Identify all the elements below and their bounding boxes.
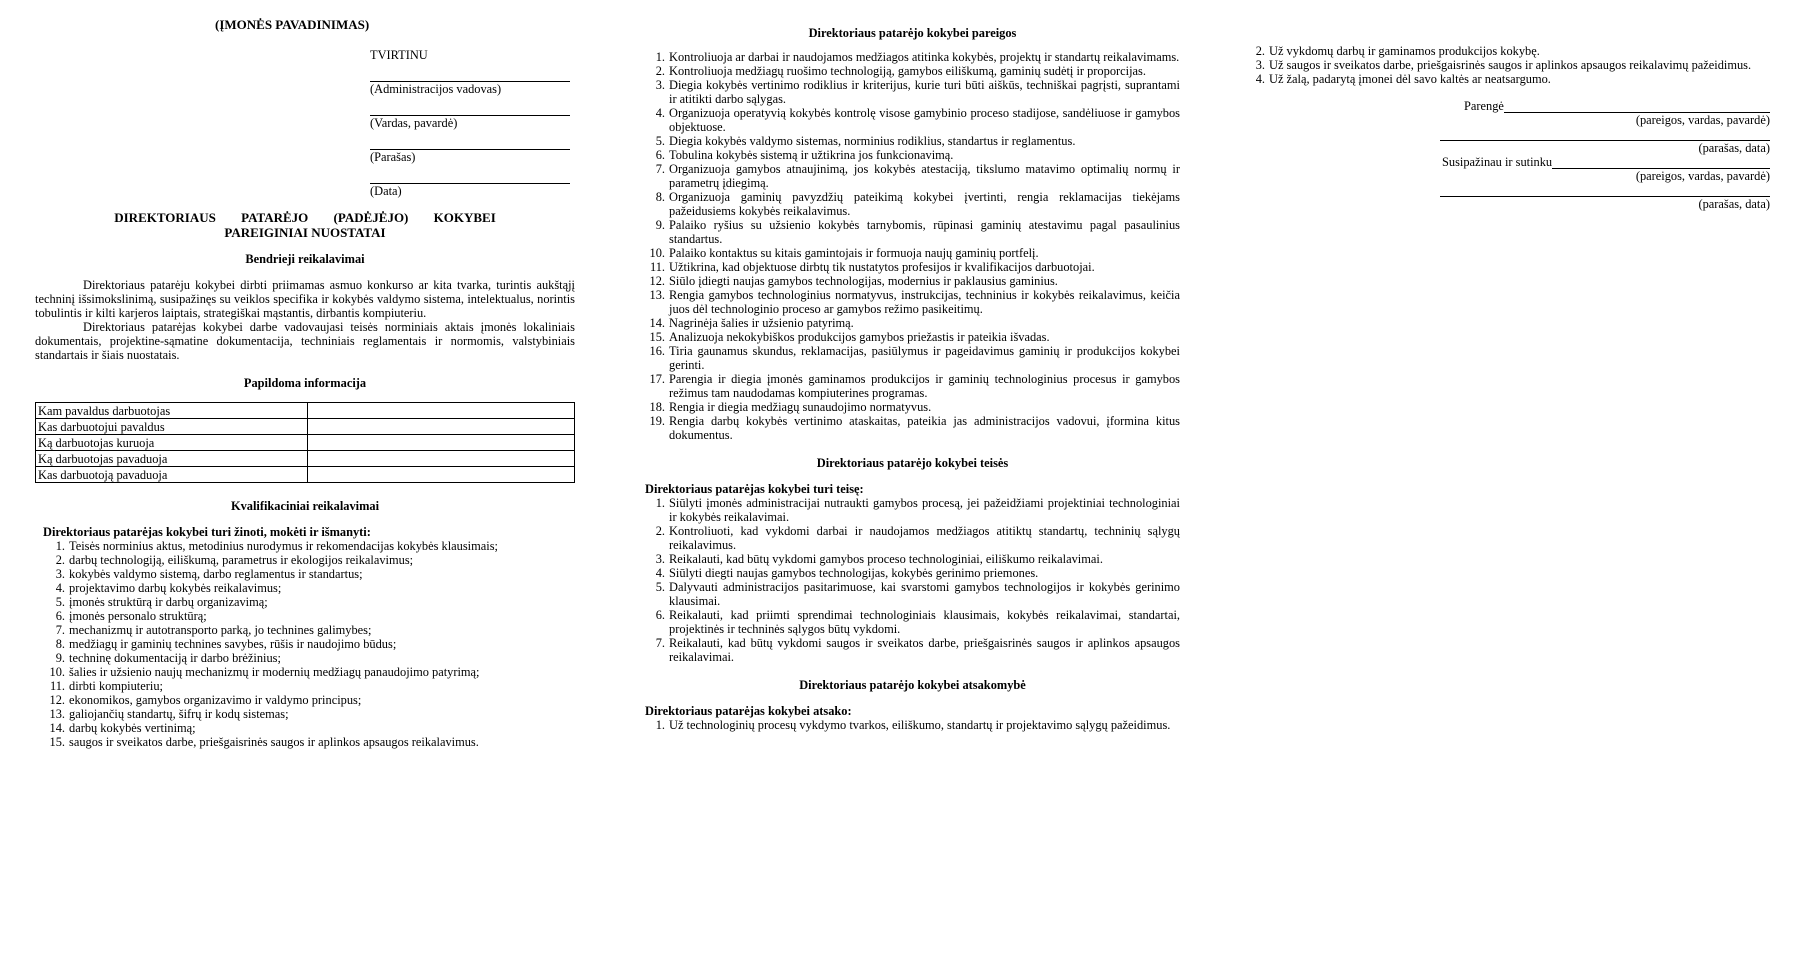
list-item-text: Palaiko ryšius su užsienio kokybės tarnybomis, rūpinasi gaminių atestavimu pagal pasaulinius standartus. bbox=[669, 218, 1180, 246]
list-item-text: saugos ir sveikatos darbe, priešgaisrinės saugos ir aplinkos apsaugos reikalavimus. bbox=[69, 735, 479, 749]
list-item-text: Organizuoja gamybos atnaujinimą, jos kokybės atestaciją, tikslumo matavimo optimalių normų ir parametrų įdiegimą. bbox=[669, 162, 1180, 190]
prepared-position-caption: (pareigos, vardas, pavardė) bbox=[1635, 113, 1770, 127]
acknowledged-position-caption: (pareigos, vardas, pavardė) bbox=[1635, 169, 1770, 183]
company-name: (ĮMONĖS PAVADINIMAS) bbox=[215, 17, 370, 32]
list-item-text: Siūlyti diegti naujas gamybos technologijas, kokybės gerinimo priemones. bbox=[669, 566, 1039, 580]
duties-list bbox=[645, 50, 1180, 442]
prepared-signature-line bbox=[1440, 127, 1770, 141]
admin-head-line bbox=[370, 67, 570, 82]
list-item bbox=[1245, 44, 1780, 58]
list-item-text: Diegia kokybės vertinimo rodiklius ir kriterijus, kurie turi būti aiškūs, techniškai pagrįsti, suprantami ir atitikti darbo sąlygas. bbox=[669, 78, 1180, 106]
list-item-text: Teisės norminius aktus, metodinius nurodymus ir rekomendacijas kokybės klausimais; bbox=[69, 539, 498, 553]
list-item-text: Palaiko kontaktus su kitais gamintojais ir formuoja naujų gaminių portfelį. bbox=[669, 246, 1039, 260]
list-item bbox=[45, 651, 540, 665]
name-caption: (Vardas, pavardė) bbox=[370, 116, 458, 130]
list-item bbox=[645, 50, 1180, 64]
document-title bbox=[35, 210, 575, 240]
qualification-subheading: Direktoriaus patarėjas kokybei turi žinoti, mokėti ir išmanyti: bbox=[43, 525, 371, 539]
table-cell-value bbox=[308, 451, 575, 467]
list-item-number: 1. bbox=[655, 718, 665, 732]
list-item-number: 2. bbox=[1255, 44, 1265, 58]
table-cell-label: Kam pavaldus darbuotojas bbox=[36, 403, 308, 419]
qualification-list bbox=[35, 539, 540, 749]
list-item-text: techninę dokumentaciją ir darbo brėžinius; bbox=[69, 651, 281, 665]
table-row bbox=[36, 403, 575, 419]
list-item bbox=[645, 218, 1180, 246]
list-item bbox=[1245, 58, 1780, 72]
list-item-number: 13. bbox=[49, 707, 65, 721]
list-item bbox=[45, 735, 540, 749]
list-item-text: galiojančių standartų, šifrų ir kodų sistemas; bbox=[69, 707, 289, 721]
acknowledged-line bbox=[1552, 155, 1770, 169]
list-item-number: 6. bbox=[55, 609, 65, 623]
list-item-text: Tobulina kokybės sistemą ir užtikrina jos funkcionavimą. bbox=[669, 148, 954, 162]
list-item bbox=[645, 524, 1180, 552]
list-item-number: 18. bbox=[649, 400, 665, 414]
list-item-number: 15. bbox=[649, 330, 665, 344]
rights-subheading: Direktoriaus patarėjas kokybei turi teisę: bbox=[645, 482, 864, 496]
list-item bbox=[45, 595, 540, 609]
approve-label: TVIRTINU bbox=[370, 48, 428, 62]
list-item-text: Rengia ir diegia medžiagų sunaudojimo normatyvus. bbox=[669, 400, 932, 414]
list-item-number: 1. bbox=[655, 496, 665, 510]
list-item-text: Parengia ir diegia įmonės gaminamos produkcijos ir gaminių technologinius procesus ir gamybos režimus tam naudodamas kompiuterines programas. bbox=[669, 372, 1180, 400]
general-paragraph-2: Direktoriaus patarėjas kokybei darbe vadovaujasi teisės norminiais aktais įmonės lokaliniais dokumentais, projektine-sąmatine dokumentacija, techniniais reglamentais ir normomis, valstybiniais standartais ir šiais nuostatais. bbox=[35, 320, 575, 362]
list-item-number: 8. bbox=[55, 637, 65, 651]
qualification-heading: Kvalifikaciniai reikalavimai bbox=[230, 499, 380, 513]
list-item-number: 2. bbox=[55, 553, 65, 567]
table-row bbox=[36, 467, 575, 483]
list-item bbox=[45, 721, 540, 735]
responsibility-list-continued bbox=[1245, 44, 1780, 86]
list-item-text: Organizuoja gaminių pavyzdžių pateikimą kokybei įvertinti, rengia reklamacijas tiekėjams pažeidusiems kokybės reikalavimus. bbox=[669, 190, 1180, 218]
list-item-number: 7. bbox=[55, 623, 65, 637]
acknowledged-signature-caption: (parašas, data) bbox=[1698, 197, 1770, 211]
list-item-number: 14. bbox=[649, 316, 665, 330]
list-item-text: Reikalauti, kad būtų vykdomi saugos ir sveikatos darbe, priešgaisrinės saugos ir aplinkos apsaugos reikalavimai. bbox=[669, 636, 1180, 664]
table-cell-value bbox=[308, 435, 575, 451]
list-item-text: Siūlo įdiegti naujas gamybos technologijas, modernius ir paklausius gaminius. bbox=[669, 274, 1058, 288]
title-line-1: DIREKTORIAUS PATARĖJO (PADĖJĖJO) KOKYBEI bbox=[114, 210, 496, 225]
list-item-number: 12. bbox=[49, 693, 65, 707]
responsibility-subheading: Direktoriaus patarėjas kokybei atsako: bbox=[645, 704, 852, 718]
list-item-number: 3. bbox=[55, 567, 65, 581]
list-item bbox=[45, 679, 540, 693]
date-caption: (Data) bbox=[370, 184, 402, 198]
list-item-number: 11. bbox=[649, 260, 665, 274]
list-item-text: Už saugos ir sveikatos darbe, priešgaisrinės saugos ir aplinkos apsaugos reikalavimų pažeidimus. bbox=[1269, 58, 1752, 72]
list-item-number: 6. bbox=[655, 148, 665, 162]
responsibility-heading: Direktoriaus patarėjo kokybei atsakomybė bbox=[799, 678, 1026, 692]
list-item-number: 12. bbox=[649, 274, 665, 288]
list-item bbox=[645, 162, 1180, 190]
list-item-number: 10. bbox=[49, 665, 65, 679]
list-item-number: 3. bbox=[655, 552, 665, 566]
list-item bbox=[645, 288, 1180, 316]
list-item bbox=[45, 539, 540, 553]
list-item-text: įmonės struktūrą ir darbų organizavimą; bbox=[69, 595, 268, 609]
list-item bbox=[645, 400, 1180, 414]
list-item-number: 3. bbox=[1255, 58, 1265, 72]
additional-info-table bbox=[35, 402, 575, 483]
list-item-text: Už vykdomų darbų ir gaminamos produkcijos kokybę. bbox=[1269, 44, 1540, 58]
list-item-text: ekonomikos, gamybos organizavimo ir valdymo principus; bbox=[69, 693, 362, 707]
list-item-number: 4. bbox=[1255, 72, 1265, 86]
signature-line bbox=[370, 135, 570, 150]
admin-head-caption: (Administracijos vadovas) bbox=[370, 82, 502, 96]
list-item bbox=[645, 566, 1180, 580]
list-item-number: 15. bbox=[49, 735, 65, 749]
list-item-text: šalies ir užsienio naujų mechanizmų ir modernių medžiagų panaudojimo patyrimą; bbox=[69, 665, 480, 679]
list-item-text: Už technologinių procesų vykdymo tvarkos, eiliškumo, standartų ir projektavimo sąlygų pažeidimus. bbox=[669, 718, 1171, 732]
list-item bbox=[45, 693, 540, 707]
list-item bbox=[645, 552, 1180, 566]
list-item-text: Nagrinėja šalies ir užsienio patyrimą. bbox=[669, 316, 854, 330]
list-item bbox=[645, 64, 1180, 78]
list-item-number: 5. bbox=[655, 134, 665, 148]
list-item-number: 2. bbox=[655, 64, 665, 78]
list-item bbox=[645, 246, 1180, 260]
list-item-number: 7. bbox=[655, 636, 665, 650]
rights-list bbox=[645, 496, 1180, 664]
list-item-text: Dalyvauti administracijos pasitarimuose, kai svarstomi gamybos technologijos ir kokybės gerinimo klausimai. bbox=[669, 580, 1180, 608]
title-line-2: PAREIGINIAI NUOSTATAI bbox=[224, 225, 386, 240]
name-line bbox=[370, 101, 570, 116]
list-item-number: 11. bbox=[49, 679, 65, 693]
responsibility-list bbox=[645, 718, 1180, 732]
list-item-text: Kontroliuoja medžiagų ruošimo technologiją, gamybos eiliškumą, gaminių sudėtį ir proporcijas. bbox=[669, 64, 1146, 78]
list-item-text: dirbti kompiuteriu; bbox=[69, 679, 163, 693]
list-item bbox=[645, 330, 1180, 344]
table-row bbox=[36, 451, 575, 467]
list-item bbox=[45, 665, 540, 679]
list-item-text: darbų kokybės vertinimą; bbox=[69, 721, 196, 735]
list-item-text: Kontroliuoti, kad vykdomi darbai ir naudojamos medžiagos atitiktų standartų, techninių sąlygų reikalavimus. bbox=[669, 524, 1180, 552]
list-item bbox=[645, 608, 1180, 636]
list-item-text: darbų technologiją, eiliškumą, parametrus ir ekologijos reikalavimus; bbox=[69, 553, 414, 567]
list-item-text: Kontroliuoja ar darbai ir naudojamos medžiagos atitinka kokybės, projektų ir standartų reikalavimams. bbox=[669, 50, 1180, 64]
acknowledged-signature-line bbox=[1440, 183, 1770, 197]
list-item bbox=[645, 580, 1180, 608]
list-item-number: 1. bbox=[655, 50, 665, 64]
list-item-number: 14. bbox=[49, 721, 65, 735]
list-item-text: Organizuoja operatyvią kokybės kontrolę visose gamybinio proceso stadijose, sandėliuose ir gamybos objektuose. bbox=[669, 106, 1180, 134]
signature-caption: (Parašas) bbox=[370, 150, 416, 164]
table-cell-value bbox=[308, 419, 575, 435]
general-paragraph-1: Direktoriaus patarėju kokybei dirbti priimamas asmuo konkurso ar kita tvarka, turintis aukštąjį techninį išsimokslinimą, susipažinęs su veiklos specifika ir kokybės valdymo sistema, intelektualus, norintis tobulintis ir kilti karjeros laiptais, strategiškai mąstantis, dirbantis kompiuteriu. bbox=[35, 278, 575, 320]
list-item bbox=[45, 609, 540, 623]
list-item-number: 4. bbox=[655, 106, 665, 120]
list-item-text: kokybės valdymo sistemą, darbo reglamentus ir standartus; bbox=[69, 567, 363, 581]
signoff-block bbox=[1440, 99, 1770, 211]
list-item bbox=[645, 636, 1180, 664]
list-item-number: 9. bbox=[655, 218, 665, 232]
list-item-number: 9. bbox=[55, 651, 65, 665]
list-item-number: 6. bbox=[655, 608, 665, 622]
list-item bbox=[645, 106, 1180, 134]
list-item-text: Užtikrina, kad objektuose dirbtų tik nustatytos profesijos ir kvalifikacijos darbuotojai. bbox=[669, 260, 1095, 274]
date-line bbox=[370, 169, 570, 184]
list-item-number: 3. bbox=[655, 78, 665, 92]
general-heading: Bendrieji reikalavimai bbox=[245, 252, 365, 266]
table-cell-label: Kas darbuotojui pavaldus bbox=[36, 419, 308, 435]
list-item-text: Reikalauti, kad būtų vykdomi gamybos proceso technologiniai, eiliškumo reikalavimai. bbox=[669, 552, 1103, 566]
list-item-number: 10. bbox=[649, 246, 665, 260]
list-item-text: Tiria gaunamus skundus, reklamacijas, pasiūlymus ir pageidavimus gaminių ir produkcijos kokybei gerinti. bbox=[669, 344, 1180, 372]
acknowledged-label: Susipažinau ir sutinku bbox=[1442, 155, 1553, 169]
list-item bbox=[1245, 72, 1780, 86]
list-item bbox=[645, 274, 1180, 288]
list-item-text: medžiagų ir gaminių technines savybes, rūšis ir naudojimo būdus; bbox=[69, 637, 397, 651]
list-item bbox=[645, 260, 1180, 274]
list-item-number: 8. bbox=[655, 190, 665, 204]
list-item bbox=[645, 718, 1180, 732]
table-row bbox=[36, 419, 575, 435]
table-cell-value bbox=[308, 403, 575, 419]
prepared-label: Parengė bbox=[1464, 99, 1504, 113]
list-item-text: Analizuoja nekokybiškos produkcijos gamybos priežastis ir pateikia išvadas. bbox=[669, 330, 1050, 344]
list-item-number: 1. bbox=[55, 539, 65, 553]
list-item-number: 4. bbox=[655, 566, 665, 580]
general-section bbox=[35, 252, 575, 749]
table-cell-value bbox=[308, 467, 575, 483]
list-item-text: Už žalą, padarytą įmonei dėl savo kaltės ar neatsargumo. bbox=[1269, 72, 1551, 86]
approval-block bbox=[370, 48, 570, 198]
table-cell-label: Ką darbuotojas pavaduoja bbox=[36, 451, 308, 467]
list-item bbox=[645, 496, 1180, 524]
list-item-text: Siūlyti įmonės administracijai nutraukti gamybos procesą, jei pažeidžiami projektiniai technologiniai ir kokybės reikalavimai. bbox=[669, 496, 1180, 524]
list-item bbox=[645, 190, 1180, 218]
list-item bbox=[45, 637, 540, 651]
list-item-text: mechanizmų ir autotransporto parką, jo technines galimybes; bbox=[69, 623, 372, 637]
table-row bbox=[36, 435, 575, 451]
list-item bbox=[645, 134, 1180, 148]
list-item bbox=[45, 581, 540, 595]
list-item-text: Rengia gamybos technologinius normatyvus, instrukcijas, techninius ir kokybės reikalavimus, keičia juos dėl technologinio proceso ar gamybos režimo pasikeitimų. bbox=[669, 288, 1180, 316]
list-item-number: 19. bbox=[649, 414, 665, 428]
table-cell-label: Kas darbuotoją pavaduoja bbox=[36, 467, 308, 483]
list-item bbox=[45, 567, 540, 581]
list-item bbox=[45, 623, 540, 637]
rights-heading: Direktoriaus patarėjo kokybei teisės bbox=[816, 456, 1009, 470]
list-item bbox=[645, 344, 1180, 372]
list-item-text: Reikalauti, kad priimti sprendimai technologiniais klausimais, kokybės reikalavimai, standartai, projektinės ir techninės sąlygos būtų vykdomi. bbox=[669, 608, 1180, 636]
list-item-number: 2. bbox=[655, 524, 665, 538]
list-item-number: 5. bbox=[55, 595, 65, 609]
list-item bbox=[645, 78, 1180, 106]
list-item-number: 17. bbox=[649, 372, 665, 386]
list-item bbox=[45, 553, 540, 567]
list-item bbox=[645, 372, 1180, 400]
duties-heading: Direktoriaus patarėjo kokybei pareigos bbox=[808, 26, 1017, 40]
list-item-text: projektavimo darbų kokybės reikalavimus; bbox=[69, 581, 282, 595]
list-item-number: 4. bbox=[55, 581, 65, 595]
prepared-signature-caption: (parašas, data) bbox=[1698, 141, 1770, 155]
list-item-text: Diegia kokybės valdymo sistemas, norminius rodiklius, standartus ir reglamentus. bbox=[669, 134, 1076, 148]
list-item bbox=[645, 148, 1180, 162]
table-cell-label: Ką darbuotojas kuruoja bbox=[36, 435, 308, 451]
list-item-text: įmonės personalo struktūrą; bbox=[69, 609, 207, 623]
prepared-line bbox=[1504, 99, 1770, 113]
list-item bbox=[645, 414, 1180, 442]
list-item bbox=[645, 316, 1180, 330]
list-item bbox=[45, 707, 540, 721]
list-item-text: Rengia darbų kokybės vertinimo ataskaitas, pateikia jas administracijos vadovui, įformina kitus dokumentus. bbox=[669, 414, 1180, 442]
list-item-number: 7. bbox=[655, 162, 665, 176]
list-item-number: 13. bbox=[649, 288, 665, 302]
additional-heading: Papildoma informacija bbox=[243, 376, 367, 390]
list-item-number: 16. bbox=[649, 344, 665, 358]
list-item-number: 5. bbox=[655, 580, 665, 594]
